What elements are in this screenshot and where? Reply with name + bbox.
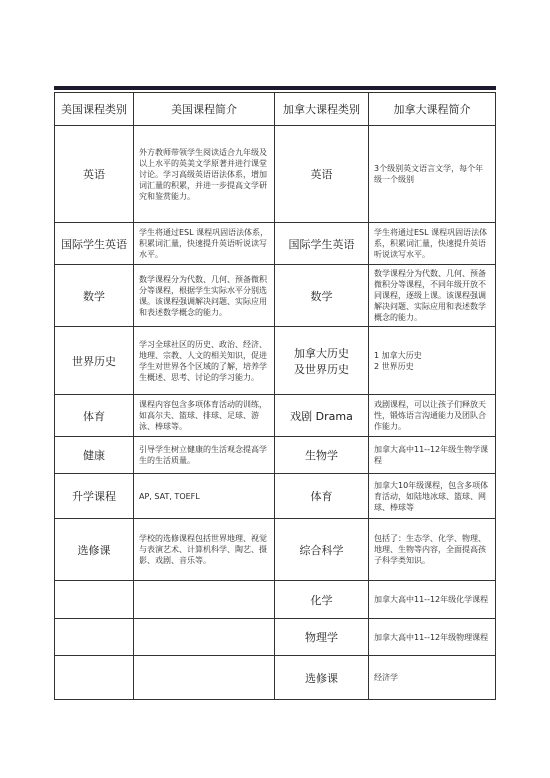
us-intro-cell: 引导学生树立健康的生活观念提高学生的生活质量。 [134,437,275,474]
ca-intro-cell: 戏剧课程，可以让孩子们释放天性，锻炼语言沟通能力及团队合作能力。 [369,395,496,437]
us-intro-cell: 学生将通过ESL 课程巩固语法体系，积累词汇量，快速提升英语听说读写水平。 [134,223,275,265]
us-intro-cell: 学习全球社区的历史、政治、经济、地理、宗教、人文的相关知识，促进学生对世界各个区域的了解，培养学生概述、思考、讨论的学习能力。 [134,327,275,395]
us-intro-cell: AP, SAT, TOEFL [134,474,275,519]
ca-intro-cell: 学生将通过ESL 课程巩固语法体系，积累词汇量，快速提升英语听说读写水平。 [369,223,496,265]
us-intro-cell: 数学课程分为代数、几何、预备微积分等课程，根据学生实际水平分别选课。该课程强调解决问题、实际应用和表述数学概念的能力。 [134,265,275,327]
ca-category-cell: 生物学 [275,437,369,474]
table-row [55,581,496,619]
table-row [55,223,496,265]
us-intro-cell: 课程内容包含多项体育活动的训练，如高尔夫、篮球、排球、足球、游泳、棒球等。 [134,395,275,437]
ca-category-cell: 综合科学 [275,519,369,581]
table-row [55,437,496,474]
table-row [55,656,496,700]
ca-intro-cell: 1 加拿大历史 2 世界历史 [369,327,496,395]
ca-intro-cell: 加拿大高中11--12年级生物学课程 [369,437,496,474]
ca-intro-cell: 经济学 [369,656,496,700]
ca-category-cell: 选修课 [275,656,369,700]
table-row [55,395,496,437]
us-category-cell: 国际学生英语 [55,223,134,265]
table-row [55,619,496,656]
header-ca-category: 加拿大课程类别 [275,93,369,126]
us-category-cell [55,656,134,700]
header-ca-intro: 加拿大课程简介 [369,93,496,126]
ca-category-cell: 加拿大历史 及世界历史 [275,327,369,395]
us-intro-cell: 学校的选修课程包括世界地理、视觉与表演艺术、计算机科学、陶艺、摄影、戏剧、音乐等。 [134,519,275,581]
ca-intro-cell: 加拿大10年级课程，包含多项体育活动，如陆地冰球、篮球、网球、棒球等 [369,474,496,519]
us-category-cell [55,581,134,619]
table-row [55,265,496,327]
header-us-category: 美国课程类别 [55,93,134,126]
us-category-cell: 健康 [55,437,134,474]
us-category-cell: 升学课程 [55,474,134,519]
table-row [55,126,496,223]
ca-category-cell: 国际学生英语 [275,223,369,265]
header-row [55,93,496,126]
ca-intro-cell: 3个级别英文语言文学，每个年级一个级别 [369,126,496,223]
us-category-cell: 体育 [55,395,134,437]
course-comparison-table [54,92,496,700]
ca-intro-cell: 数学课程分为代数、几何、预备微积分等课程，不同年级开放不同课程，逐级上课。该课程强调解决问题、实际应用和表述数学概念的能力。 [369,265,496,327]
us-category-cell: 选修课 [55,519,134,581]
ca-intro-cell: 包括了：生态学、化学、物理、地理、生物等内容，全面提高孩子科学类知识。 [369,519,496,581]
ca-category-cell: 戏剧 Drama [275,395,369,437]
ca-category-cell: 英语 [275,126,369,223]
us-category-cell: 数学 [55,265,134,327]
ca-category-cell: 化学 [275,581,369,619]
ca-category-cell: 数学 [275,265,369,327]
ca-category-cell: 体育 [275,474,369,519]
us-intro-cell [134,656,275,700]
us-category-cell: 英语 [55,126,134,223]
us-category-cell [55,619,134,656]
ca-intro-cell: 加拿大高中11--12年级物理课程 [369,619,496,656]
top-rule [54,86,496,90]
table-row [55,519,496,581]
us-intro-cell [134,581,275,619]
table-row [55,474,496,519]
us-category-cell: 世界历史 [55,327,134,395]
us-intro-cell [134,619,275,656]
table-body [55,126,496,700]
ca-category-cell: 物理学 [275,619,369,656]
us-intro-cell: 外方教师带领学生阅读适合九年级及以上水平的英美文学原著并进行课堂讨论。学习高级英语语法体系，增加词汇量的积累，并进一步提高文学研究和鉴赏能力。 [134,126,275,223]
header-us-intro: 美国课程简介 [134,93,275,126]
ca-intro-cell: 加拿大高中11--12年级化学课程 [369,581,496,619]
table-row [55,327,496,395]
